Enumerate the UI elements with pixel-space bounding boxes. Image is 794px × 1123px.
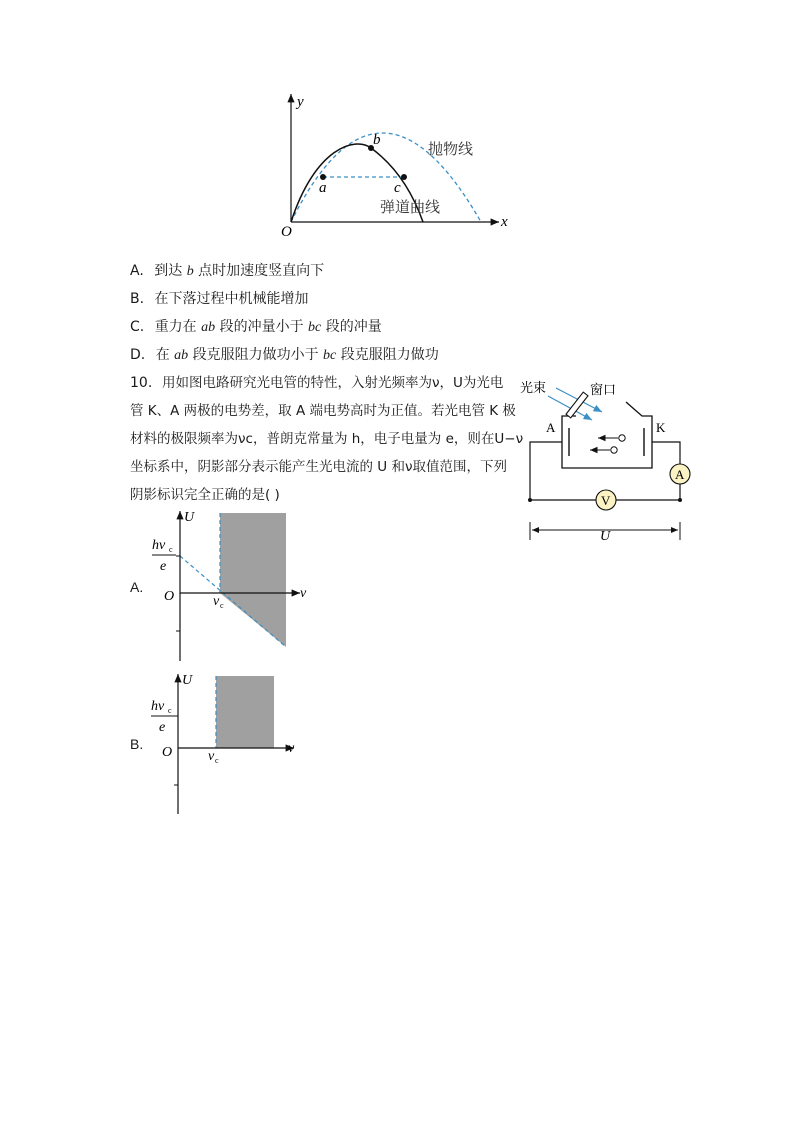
- q9-option-c[interactable]: C. 重力在 ab 段的冲量小于 bc 段的冲量: [130, 319, 382, 335]
- point-b-label: b: [373, 132, 381, 148]
- wire-left: [530, 442, 562, 500]
- choice-a-vc-label: ν: [213, 594, 220, 609]
- q9-option-a[interactable]: A. 到达 b 点时加速度竖直向下: [130, 263, 325, 279]
- q9-option-d[interactable]: D. 在 ab 段克服阻力做功小于 bc 段克服阻力做功: [130, 347, 439, 363]
- q10-number: 10.: [130, 375, 153, 391]
- choice-b-graph[interactable]: [148, 668, 318, 818]
- trajectory-label: 弹道曲线: [380, 198, 441, 216]
- choice-a-tick-num-sub: c: [169, 545, 173, 554]
- choice-a-tick-num: hν: [152, 538, 166, 553]
- choice-b-vc-label: ν: [208, 749, 215, 764]
- choice-b-vc-sub: c: [215, 756, 219, 765]
- point-c: [401, 174, 407, 180]
- choice-a-tick-den: e: [160, 559, 167, 574]
- q10-line-3: 材料的极限频率为νc，普朗克常量为 h，电子电量为 e，则在U−ν: [130, 431, 524, 447]
- cathode-label: K: [656, 420, 666, 435]
- voltage-label: U: [600, 529, 611, 544]
- phototube-circuit: [518, 374, 698, 546]
- choice-b-tick-num-sub: c: [168, 706, 172, 715]
- choice-b-shade: [216, 676, 274, 748]
- q9-option-b[interactable]: B. 在下落过程中机械能增加: [130, 291, 309, 307]
- light-beam-label: 光束: [520, 381, 547, 396]
- window-label: 窗口: [590, 383, 617, 398]
- electron-1: [619, 435, 625, 441]
- choice-a-v-label: ν: [300, 586, 307, 601]
- parabola-label: 抛物线: [428, 140, 474, 158]
- q10-line-5: 阴影标识完全正确的是( ): [130, 487, 280, 503]
- choice-a-origin: O: [164, 589, 175, 604]
- trajectory-figure: [275, 88, 520, 238]
- x-axis-label: x: [501, 214, 508, 230]
- choice-b-origin: O: [162, 745, 173, 760]
- ammeter-label: A: [675, 467, 685, 482]
- choice-a-u-label: U: [184, 510, 195, 525]
- choice-a-shade: [220, 513, 286, 647]
- electron-2: [611, 447, 617, 453]
- choice-b-tick-num: hν: [151, 699, 165, 714]
- point-a-label: a: [319, 180, 327, 196]
- q10-line-1: 用如图电路研究光电管的特性，入射光频率为ν，U为光电: [162, 375, 504, 391]
- phototube-window: [566, 392, 588, 418]
- choice-b-u-label: U: [182, 673, 193, 688]
- origin-label: O: [281, 224, 292, 238]
- choice-a-vc-sub: c: [220, 601, 224, 610]
- y-axis-label: y: [297, 94, 304, 110]
- anode-label: A: [546, 420, 556, 435]
- q10-line-4: 坐标系中，阴影部分表示能产生光电流的 U 和ν取值范围，下列: [130, 459, 508, 475]
- choice-b-tick-den: e: [159, 720, 166, 735]
- junction-left: [528, 498, 532, 502]
- voltmeter-label: V: [601, 493, 611, 508]
- choice-b-v-label: ν: [288, 741, 295, 756]
- q10-line-2: 管 K、A 两极的电势差，取 A 端电势高时为正值。若光电管 K 极: [130, 403, 516, 419]
- choice-b-label[interactable]: B.: [130, 736, 144, 752]
- wire-right: [652, 442, 680, 464]
- point-c-label: c: [394, 180, 401, 196]
- junction-right: [678, 498, 682, 502]
- choice-a-label[interactable]: A.: [130, 579, 144, 595]
- choice-a-graph[interactable]: [148, 505, 318, 665]
